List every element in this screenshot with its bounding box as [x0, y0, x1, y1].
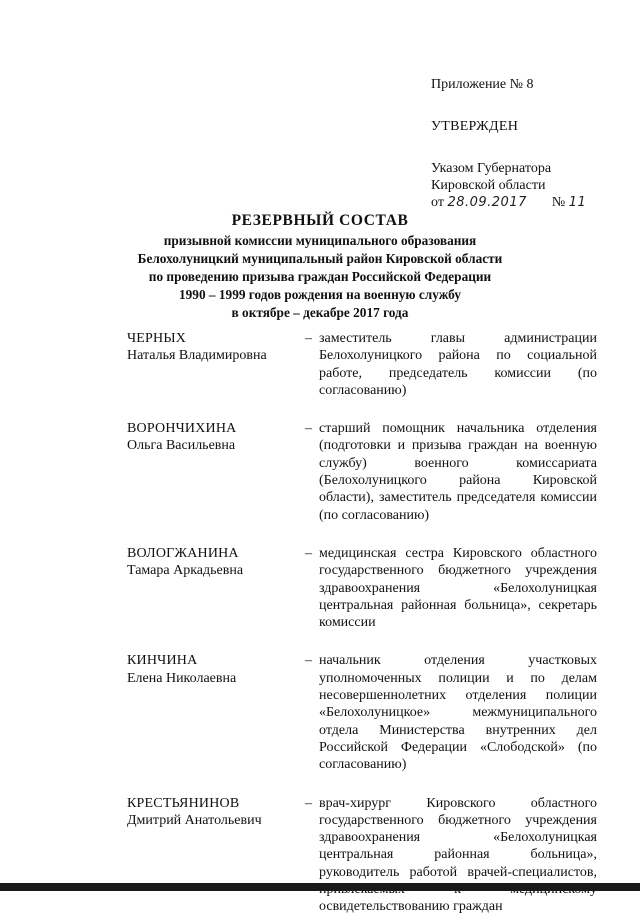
- decree-reference: [431, 160, 631, 211]
- member-entry: [127, 652, 597, 773]
- decree-line-2: Кировской области: [431, 178, 546, 193]
- title-line-5: в октябре – декабре 2017 года: [231, 305, 409, 320]
- title-line-3: по проведению призыва граждан Российской Федерации: [148, 269, 492, 284]
- title-line-2: Белохолуницкий муниципальный район Кировской области: [137, 251, 503, 266]
- member-dash: –: [305, 421, 312, 437]
- member-given-name: Наталья Владимировна: [127, 348, 267, 364]
- title-line-1: призывной комиссии муниципального образования: [163, 233, 477, 248]
- document-title: [100, 212, 540, 322]
- handwritten-date: 28.09.2017: [447, 195, 527, 210]
- member-surname: КИНЧИНА: [127, 653, 198, 669]
- member-surname: ВОЛОГЖАНИНА: [127, 545, 239, 561]
- member-person: [127, 330, 305, 365]
- member-entry: [127, 420, 597, 524]
- member-surname: ЧЕРНЫХ: [127, 331, 187, 346]
- member-role: медицинская сестра Кировского областного государственного бюджетного учреждения здравоохранения «Белохолуницкая центральная районная больница», секретарь комиссии: [319, 545, 597, 631]
- member-surname: КРЕСТЬЯНИНОВ: [127, 795, 240, 811]
- member-entry: [127, 545, 597, 631]
- title-line-4: 1990 – 1999 годов рождения на военную службу: [179, 287, 461, 302]
- member-person: [127, 652, 305, 687]
- appendix-number: Приложение № 8: [431, 77, 534, 92]
- member-role: врач-хирург Кировского областного государственного бюджетного учреждения здравоохранения «Белохолуницкая центральная районная больница», руководитель работой врачей-специалистов, освидетельствованию граждан: [319, 795, 597, 915]
- member-dash: –: [305, 795, 312, 811]
- member-dash: –: [305, 545, 312, 561]
- number-prefix: №: [551, 195, 566, 210]
- member-dash: –: [305, 331, 312, 346]
- member-role: старший помощник начальника отделения (подготовки и призыва граждан на военную службу) военного комиссариата (Белохолуницкого района Кировской области), заместитель председателя комиссии (по согласованию): [319, 421, 597, 523]
- member-given-name: Елена Николаевна: [127, 670, 237, 686]
- decree-date-line: [431, 194, 631, 211]
- member-person: [127, 545, 305, 580]
- date-prefix: от: [431, 195, 444, 210]
- scan-bottom-edge: [0, 883, 640, 891]
- members-list: [127, 330, 597, 916]
- member-given-name: Дмитрий Анатольевич: [127, 812, 262, 828]
- member-person: [127, 795, 305, 830]
- title-heading: РЕЗЕРВНЫЙ СОСТАВ: [231, 212, 409, 229]
- member-entry: [127, 795, 597, 916]
- member-role: заместитель главы администрации Белохолуницкого района по социальной работе, председатель комиссии (по согласованию): [319, 331, 597, 398]
- member-given-name: Ольга Васильевна: [127, 438, 236, 454]
- decree-line-1: Указом Губернатора: [431, 161, 552, 176]
- member-given-name: Тамара Аркадьевна: [127, 563, 244, 579]
- member-surname: ВОРОНЧИХИНА: [127, 421, 237, 437]
- handwritten-number: 11: [568, 195, 587, 210]
- member-role: начальник отделения участковых уполномоченных полиции и по делам несовершеннолетних отделения полиции «Белохолуницкое» межмуниципального отдела Министерства внутренних дел Российской Федерации «Слободской» (по согласованию): [319, 653, 597, 773]
- member-dash: –: [305, 653, 312, 669]
- approved-label: УТВЕРЖДЕН: [431, 119, 519, 134]
- member-person: [127, 420, 305, 455]
- member-entry: [127, 330, 597, 399]
- approval-block: [431, 76, 631, 211]
